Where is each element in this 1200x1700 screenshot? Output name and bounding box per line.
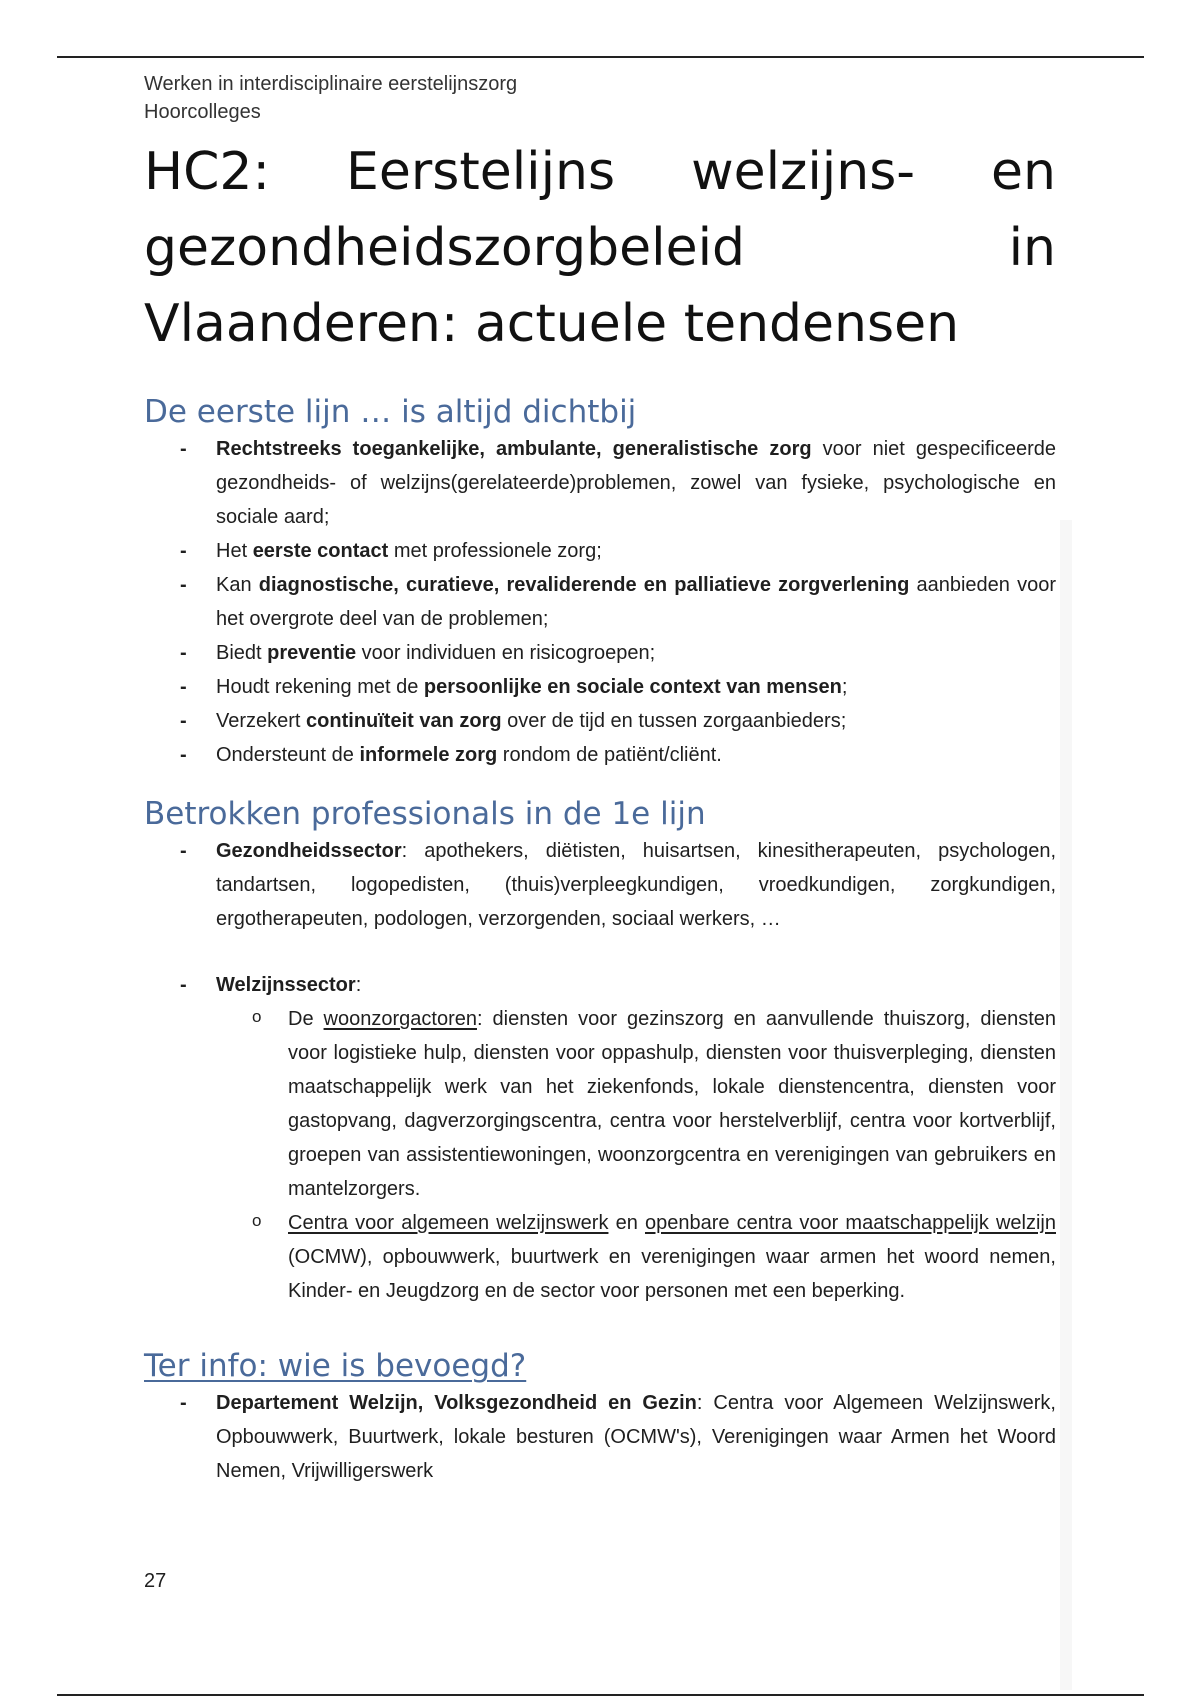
- section-heading-eerste-lijn: De eerste lijn … is altijd dichtbij: [144, 394, 637, 430]
- sublist-item-caw-ocmw: o Centra voor algemeen welzijnswerk en openbare centra voor maatschappelijk welzijn (OCMW), opbouwwerk, buurtwerk en verenigingen waar armen het woord nemen, Kinder- en Jeugdzorg en de sector voor personen met een beperking.: [216, 1206, 1056, 1308]
- eerste-lijn-list: [144, 432, 1056, 772]
- bevoegd-list: [144, 1386, 1056, 1488]
- document-page: [144, 70, 1056, 1488]
- running-header: [144, 70, 1056, 126]
- top-rule: [57, 56, 1144, 58]
- header-subtitle: Hoorcolleges: [144, 101, 261, 123]
- list-item: - Verzekert continuïteit van zorg over de tijd en tussen zorgaanbieders;: [144, 704, 1056, 738]
- list-item-welzijnssector: - Welzijnssector: o De woonzorgactoren: diensten voor gezinszorg en aanvullende thuiszorg, diensten voor logistieke hulp, diensten voor oppashulp, diensten voor thuisverpleging, diensten maatschappelijk werk van het ziekenfonds, lokale dienstencentra, diensten voor gastopvang, dagverzorgingscentra, centra voor herstelverblijf, centra voor kortverblijf, groepen van assistentiewoningen, woonzorgcentra en verenigingen van gebruikers en mantelzorgers. o Centra voor algemeen welzijnswerk en openbare centra voor maatschappelijk welzijn (OCMW), opbouwwerk, buurtwerk en verenigingen waar armen het woord nemen, Kinder- en Jeugdzorg en de sector voor personen met een beperking.: [144, 968, 1056, 1308]
- list-item: - Rechtstreeks toegankelijke, ambulante, generalistische zorg voor niet gespecificeerde gezondheids- of welzijns(gerelateerde)problemen, zowel van fysieke, psychologische en sociale aard;: [144, 432, 1056, 534]
- page-title: HC2: Eerstelijns welzijns- en gezondheidszorgbeleid in Vlaanderen: actuele tendensen: [144, 142, 1056, 354]
- list-item: - Het eerste contact met professionele zorg;: [144, 534, 1056, 568]
- welzijn-sublist: [216, 1002, 1056, 1308]
- list-item: - Ondersteunt de informele zorg rondom de patiënt/cliënt.: [144, 738, 1056, 772]
- scan-shade: [1060, 520, 1072, 1690]
- header-course: Werken in interdisciplinaire eerstelijnszorg: [144, 73, 518, 95]
- list-item: - Biedt preventie voor individuen en risicogroepen;: [144, 636, 1056, 670]
- list-item: - Kan diagnostische, curatieve, revaliderende en palliatieve zorgverlening aanbieden voor het overgrote deel van de problemen;: [144, 568, 1056, 636]
- sublist-item-woonzorg: o De woonzorgactoren: diensten voor gezinszorg en aanvullende thuiszorg, diensten voor logistieke hulp, diensten voor oppashulp, diensten voor thuisverpleging, diensten maatschappelijk werk van het ziekenfonds, lokale dienstencentra, diensten voor gastopvang, dagverzorgingscentra, centra voor herstelverblijf, centra voor kortverblijf, groepen van assistentiewoningen, woonzorgcentra en verenigingen van gebruikers en mantelzorgers.: [216, 1002, 1056, 1206]
- page-number: 27: [144, 1570, 167, 1592]
- list-item: - Houdt rekening met de persoonlijke en sociale context van mensen;: [144, 670, 1056, 704]
- section-heading-professionals: Betrokken professionals in de 1e lijn: [144, 796, 706, 832]
- list-item-gezondheidssector: - Gezondheidssector: apothekers, diëtisten, huisartsen, kinesitherapeuten, psychologen, tandartsen, logopedisten, (thuis)verpleegkundigen, vroedkundigen, zorgkundigen, ergotherapeuten, podologen, verzorgenden, sociaal werkers, …: [144, 834, 1056, 936]
- professionals-list: [144, 834, 1056, 1308]
- section-heading-bevoegd: Ter info: wie is bevoegd?: [144, 1348, 527, 1384]
- bottom-rule: [57, 1694, 1144, 1696]
- list-item: - Departement Welzijn, Volksgezondheid en Gezin: Centra voor Algemeen Welzijnswerk, Opbouwwerk, Buurtwerk, lokale besturen (OCMW's), Verenigingen waar Armen het Woord Nemen, Vrijwilligerswerk: [144, 1386, 1056, 1488]
